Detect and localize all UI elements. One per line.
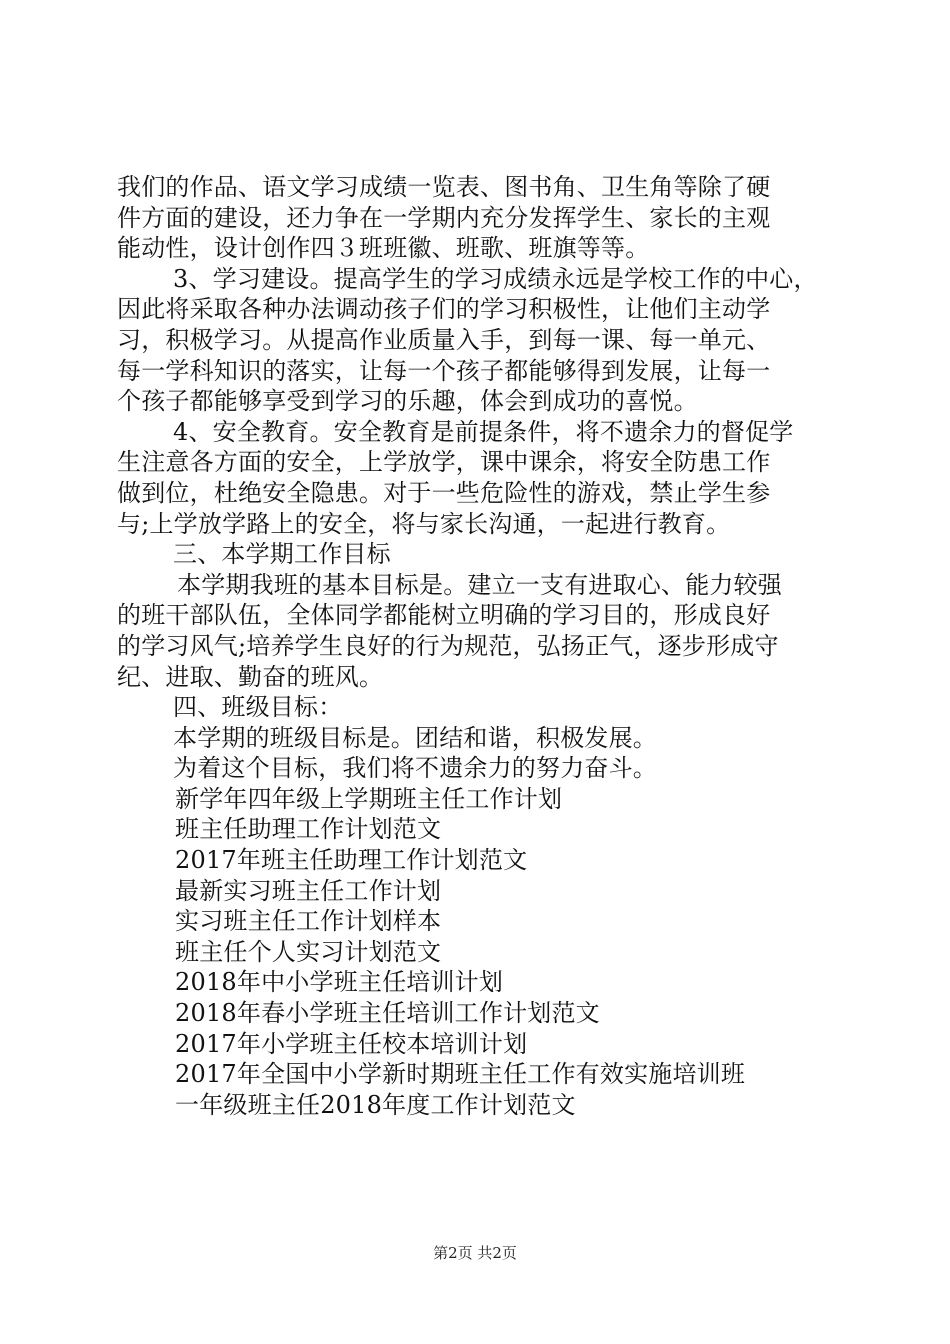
- body-line: 3、学习建设。提高学生的学习成绩永远是学校工作的中心，: [173, 264, 818, 293]
- body-line: 每一学科知识的落实，让每一个孩子都能够得到发展，让每一: [117, 356, 771, 385]
- related-link[interactable]: 一年级班主任2018年度工作计划范文: [175, 1090, 576, 1119]
- body-line: 本学期我班的基本目标是。建立一支有进取心、能力较强: [177, 570, 782, 599]
- page-number-footer: 第2页 共2页: [433, 1244, 517, 1262]
- related-link[interactable]: 班主任个人实习计划范文: [175, 937, 442, 966]
- section-heading: 四、班级目标：: [173, 693, 343, 722]
- body-line: 本学期的班级目标是。团结和谐，积极发展。: [173, 723, 657, 752]
- related-link[interactable]: 2017年小学班主任校本培训计划: [175, 1029, 528, 1058]
- body-line: 4、安全教育。安全教育是前提条件，将不遗余力的督促学: [173, 417, 794, 446]
- body-line: 的班干部队伍，全体同学都能树立明确的学习目的，形成良好: [117, 601, 771, 630]
- body-line: 生注意各方面的安全，上学放学，课中课余，将安全防患工作: [117, 448, 771, 477]
- related-link[interactable]: 2018年中小学班主任培训计划: [175, 968, 504, 997]
- related-links-list: [117, 784, 837, 1121]
- body-line: 纪、进取、勤奋的班风。: [117, 662, 384, 691]
- related-link[interactable]: 实习班主任工作计划样本: [175, 907, 442, 936]
- related-link[interactable]: 最新实习班主任工作计划: [175, 876, 442, 905]
- body-line: 为着这个目标，我们将不遗余力的努力奋斗。: [173, 754, 657, 783]
- body-line: 我们的作品、语文学习成绩一览表、图书角、卫生角等除了硬: [117, 173, 771, 201]
- body-line: 个孩子都能够享受到学习的乐趣，体会到成功的喜悦。: [117, 387, 698, 416]
- body-line: 的学习风气;培养学生良好的行为规范，弘扬正气，逐步形成守: [117, 631, 779, 660]
- related-link[interactable]: 2017年全国中小学新时期班主任工作有效实施培训班: [175, 1060, 746, 1089]
- body-line: 因此将采取各种办法调动孩子们的学习积极性，让他们主动学: [117, 295, 771, 324]
- section-heading: 三、本学期工作目标: [173, 540, 391, 569]
- related-link[interactable]: 2018年春小学班主任培训工作计划范文: [175, 999, 600, 1028]
- body-line: 与;上学放学路上的安全，将与家长沟通，一起进行教育。: [117, 509, 731, 538]
- related-link[interactable]: 2017年班主任助理工作计划范文: [175, 846, 528, 875]
- document-body: [117, 172, 837, 1120]
- body-line: 习，积极学习。从提高作业质量入手，到每一课、每一单元、: [117, 325, 771, 354]
- body-line: 能动性，设计创作四３班班徽、班歌、班旗等等。: [117, 234, 650, 263]
- related-link[interactable]: 新学年四年级上学期班主任工作计划: [175, 784, 563, 813]
- body-line: 件方面的建设，还力争在一学期内充分发挥学生、家长的主观: [117, 203, 771, 232]
- related-link[interactable]: 班主任助理工作计划范文: [175, 815, 442, 844]
- body-line: 做到位，杜绝安全隐患。对于一些危险性的游戏，禁止学生参: [117, 478, 771, 507]
